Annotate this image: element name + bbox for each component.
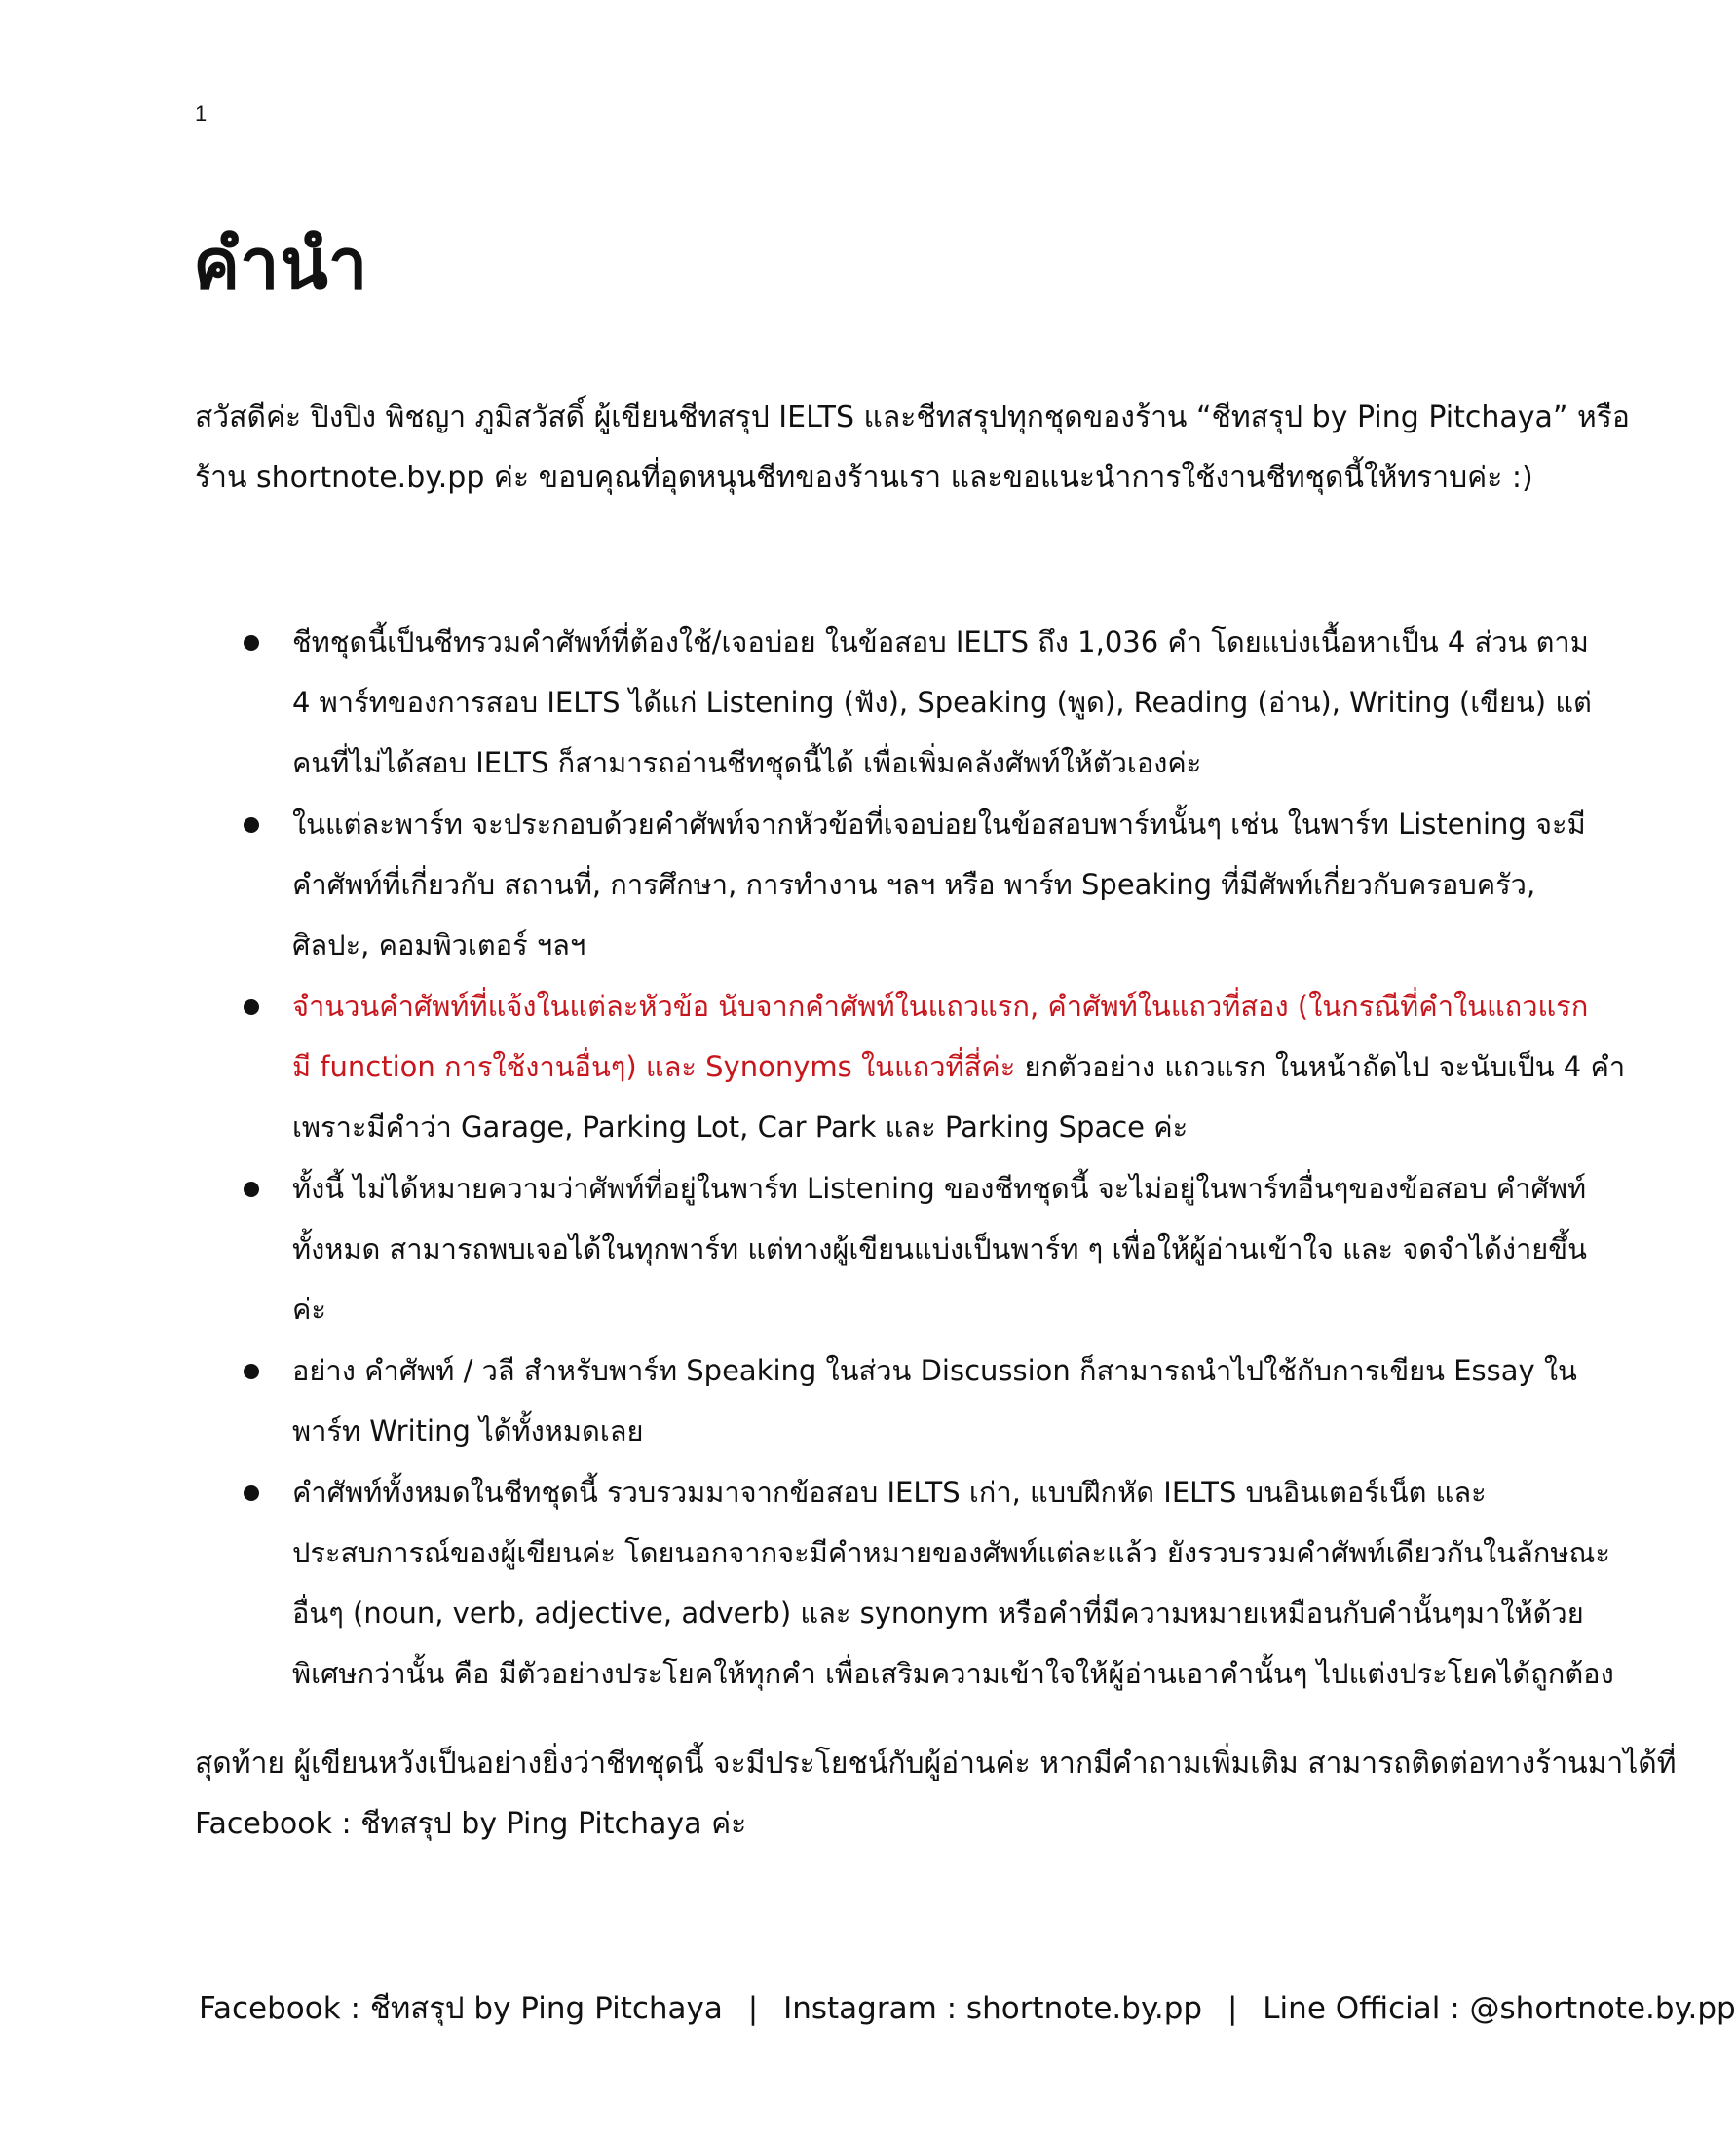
bullet-icon	[244, 1485, 259, 1501]
highlight-text: มี function การใช้งานอื่นๆ) และ Synonyms ในแถวที่สี่ค่ะ	[292, 1050, 1016, 1083]
list-item	[242, 1158, 1587, 1339]
list-item-line	[292, 1036, 1626, 1097]
list-item-line-highlight: จำนวนคำศัพท์ที่แจ้งในแต่ละหัวข้อ นับจากคำศัพท์ในแถวแรก, คำศัพท์ในแถวที่สอง (ในกรณีที่คำในแถวแรก	[292, 990, 1589, 1023]
list-item-line: พาร์ท Writing ได้ทั้งหมดเลย	[292, 1414, 644, 1447]
intro-line: ร้าน shortnote.by.pp ค่ะ ขอบคุณที่อุดหนุนชีทของร้านเรา และขอแนะนำการใช้งานชีทชุดนี้ให้ทราบค่ะ :)	[195, 461, 1533, 495]
bullet-icon	[244, 1364, 259, 1379]
list-item-line: ศิลปะ, คอมพิวเตอร์ ฯลฯ	[292, 928, 586, 961]
footer-line-official: Line Official : @shortnote.by.pp	[1263, 1991, 1736, 2026]
intro-line: สวัสดีค่ะ ปิงปิง พิชญา ภูมิสวัสดิ์ ผู้เขียนชีทสรุป IELTS และชีทสรุปทุกชุดของร้าน “ชีทสรุป by Ping Pitchaya” หรือ	[195, 400, 1630, 434]
page-footer	[199, 1983, 1736, 2032]
list-item-line: คนที่ไม่ได้สอบ IELTS ก็สามารถอ่านชีทชุดนี้ได้ เพื่อเพิ่มคลังศัพท์ให้ตัวเองค่ะ	[292, 746, 1202, 779]
list-item-line: อย่าง คำศัพท์ / วลี สำหรับพาร์ท Speaking ในส่วน Discussion ก็สามารถนำไปใช้กับการเขียน Essay ใน	[292, 1354, 1577, 1387]
list-item-line: คำศัพท์ทั้งหมดในชีทชุดนี้ รวบรวมมาจากข้อสอบ IELTS เก่า, แบบฝึกหัด IELTS บนอินเตอร์เน็ต และ	[292, 1476, 1487, 1509]
footer-instagram: Instagram : shortnote.by.pp	[783, 1991, 1203, 2026]
bullet-list	[242, 612, 1626, 1705]
list-item-line: อื่นๆ (noun, verb, adjective, adverb) และ synonym หรือคำที่มีความหมายเหมือนกับคำนั้นๆมาให้ด้วย	[292, 1597, 1584, 1630]
page-title: คำนำ	[193, 223, 369, 305]
footer-facebook: Facebook : ชีทสรุป by Ping Pitchaya	[199, 1991, 723, 2026]
list-item-line: ในแต่ละพาร์ท จะประกอบด้วยคำศัพท์จากหัวข้อที่เจอบ่อยในข้อสอบพาร์ทนั้นๆ เช่น ในพาร์ท Listening จะมี	[292, 808, 1586, 841]
list-item-line: เพราะมีคำว่า Garage, Parking Lot, Car Park และ Parking Space ค่ะ	[292, 1110, 1189, 1144]
list-item-line: ค่ะ	[292, 1293, 326, 1326]
list-item	[242, 976, 1626, 1157]
list-item-line: 4 พาร์ทของการสอบ IELTS ได้แก่ Listening (ฟัง), Speaking (พูด), Reading (อ่าน), Writing (เขียน) แต่	[292, 686, 1592, 719]
list-item-line: ชีทชุดนี้เป็นชีทรวมคำศัพท์ที่ต้องใช้/เจอบ่อย ในข้อสอบ IELTS ถึง 1,036 คำ โดยแบ่งเนื้อหาเป็น 4 ส่วน ตาม	[292, 625, 1589, 658]
list-item	[242, 794, 1586, 975]
list-item-line: ทั้งนี้ ไม่ได้หมายความว่าศัพท์ที่อยู่ในพาร์ท Listening ของชีทชุดนี้ จะไม่อยู่ในพาร์ทอื่นๆของข้อสอบ คำศัพท์	[292, 1172, 1587, 1205]
bullet-icon	[244, 635, 259, 651]
bullet-icon	[244, 817, 259, 833]
list-item-line: พิเศษกว่านั้น คือ มีตัวอย่างประโยคให้ทุกคำ เพื่อเสริมความเข้าใจให้ผู้อ่านเอาคำนั้นๆ ไปแต่งประโยคได้ถูกต้อง	[292, 1657, 1614, 1690]
list-item-line: คำศัพท์ที่เกี่ยวกับ สถานที่, การศึกษา, การทำงาน ฯลฯ หรือ พาร์ท Speaking ที่มีศัพท์เกี่ยวกับครอบครัว,	[292, 868, 1536, 901]
intro-paragraph	[195, 388, 1630, 508]
list-item	[242, 1462, 1614, 1704]
footer-separator: |	[747, 1991, 759, 2026]
bullet-icon	[244, 999, 259, 1015]
page-number: 1	[195, 101, 208, 126]
list-item	[242, 1340, 1577, 1461]
plain-text: ยกตัวอย่าง แถวแรก ในหน้าถัดไป จะนับเป็น 4 คำ	[1015, 1050, 1626, 1083]
list-item	[242, 612, 1592, 793]
closing-paragraph	[195, 1734, 1677, 1855]
closing-line: สุดท้าย ผู้เขียนหวังเป็นอย่างยิ่งว่าชีทชุดนี้ จะมีประโยชน์กับผู้อ่านค่ะ หากมีคำถามเพิ่มเติม สามารถติดต่อทางร้านมาได้ที่	[195, 1747, 1677, 1781]
list-item-line: ประสบการณ์ของผู้เขียนค่ะ โดยนอกจากจะมีคำหมายของศัพท์แต่ละแล้ว ยังรวบรวมคำศัพท์เดียวกันในลักษณะ	[292, 1536, 1610, 1569]
footer-separator: |	[1227, 1991, 1238, 2026]
closing-line: Facebook : ชีทสรุป by Ping Pitchaya ค่ะ	[195, 1807, 747, 1841]
bullet-icon	[244, 1182, 259, 1197]
list-item-line: ทั้งหมด สามารถพบเจอได้ในทุกพาร์ท แต่ทางผู้เขียนแบ่งเป็นพาร์ท ๆ เพื่อให้ผู้อ่านเข้าใจ และ จดจำได้ง่ายขึ้น	[292, 1232, 1587, 1265]
